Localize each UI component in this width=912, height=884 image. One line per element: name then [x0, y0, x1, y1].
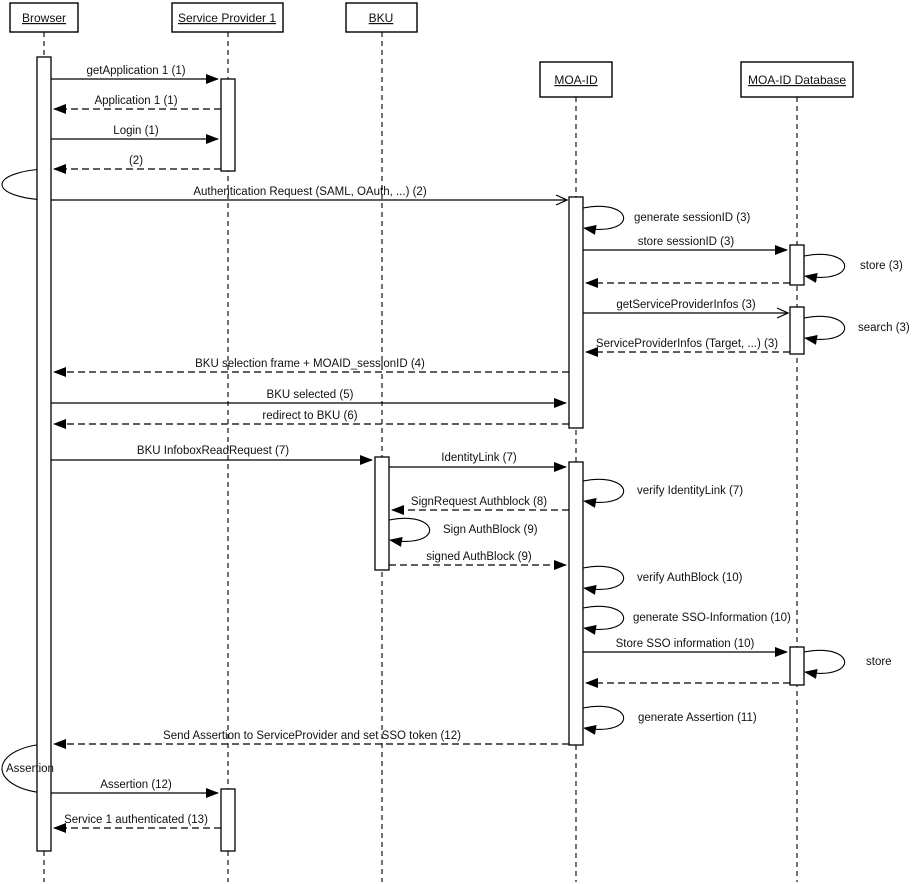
assertion-annotation: Assertion: [6, 763, 54, 775]
self-message-generate-sso-information: [583, 606, 791, 629]
message-label: search (3): [858, 322, 910, 334]
message-label: BKU InfoboxReadRequest (7): [136, 445, 290, 457]
self-message-store: [804, 650, 892, 673]
message-label: redirect to BKU (6): [262, 410, 358, 422]
message-login: [51, 125, 218, 139]
message-store-sessionid: [583, 236, 787, 250]
message-label: signed AuthBlock (9): [426, 551, 532, 563]
message-label: Login (1): [113, 125, 159, 137]
message-label: generate Assertion (11): [638, 712, 757, 724]
message-label: getServiceProviderInfos (3): [616, 299, 756, 311]
message-assertion: [51, 779, 218, 793]
activation-db-second: [790, 307, 804, 354]
activation-sp1-first: [221, 79, 235, 171]
message-bku-selected: [51, 389, 566, 403]
activation-moa-id-first: [569, 197, 583, 428]
activation-bku: [375, 457, 389, 570]
message-get-application: [51, 65, 218, 79]
self-message-generate-sessionid: [583, 206, 751, 229]
message-send-assertion: [54, 730, 569, 744]
actor-browser: [10, 3, 78, 32]
message-signed-authblock: [389, 551, 566, 565]
message-label: BKU selection frame + MOAID_sessionID (4): [195, 358, 425, 370]
message-label: (2): [128, 155, 144, 167]
message-label: generate sessionID (3): [634, 212, 751, 224]
message-label: Store SSO information (10): [615, 638, 755, 650]
activation-db-first: [790, 245, 804, 285]
message-2-return: [54, 155, 221, 169]
message-label: store sessionID (3): [637, 236, 735, 248]
message-get-service-provider-infos: [583, 299, 788, 313]
message-service-provider-infos-return: [586, 338, 790, 352]
message-label: ServiceProviderInfos (Target, ...) (3): [595, 338, 779, 350]
message-bku-selection-frame: [54, 358, 569, 372]
message-bku-infobox-read-request: [51, 445, 372, 460]
message-service-1-authenticated: [54, 814, 221, 828]
actor-label-bku: BKU: [368, 11, 394, 25]
actor-service-provider-1: [172, 3, 283, 32]
message-label: Sign AuthBlock (9): [443, 524, 538, 536]
message-redirect-to-bku: [54, 410, 569, 424]
message-sign-request-authblock: [392, 496, 569, 510]
message-label: IdentityLink (7): [441, 452, 517, 464]
actor-moa-id-database: [741, 62, 853, 97]
message-store-sso-information: [583, 638, 787, 652]
message-identity-link: [389, 452, 566, 467]
actor-label-moa-id: MOA-ID: [554, 73, 598, 87]
activation-browser: [37, 57, 51, 851]
activation-db-third: [790, 647, 804, 685]
activation-moa-id-second: [569, 462, 583, 745]
self-message-search-3: [804, 316, 910, 339]
self-message-store-3: [804, 254, 903, 277]
self-message-verify-authblock: [583, 566, 743, 589]
message-label: generate SSO-Information (10): [633, 612, 791, 624]
message-label: Service 1 authenticated (13): [64, 814, 208, 826]
actor-label-browser: Browser: [21, 11, 67, 25]
message-label: store: [866, 656, 892, 668]
self-message-sign-authblock: [389, 518, 538, 541]
self-message-verify-identity-link: [583, 479, 743, 502]
message-application-return: [54, 95, 221, 109]
message-label: BKU selected (5): [266, 389, 354, 401]
message-label: Assertion (12): [100, 779, 172, 791]
message-label: store (3): [860, 260, 903, 272]
activation-sp1-second: [221, 789, 235, 851]
actor-bku: [346, 3, 417, 32]
message-authentication-request: [51, 186, 567, 200]
message-label: getApplication 1 (1): [86, 65, 186, 77]
actor-moa-id: [540, 62, 612, 97]
message-label: verify AuthBlock (10): [637, 572, 743, 584]
actor-label-moa-id-database: MOA-ID Database: [747, 73, 847, 87]
actor-label-service-provider-1: Service Provider 1: [177, 11, 277, 25]
message-label: Send Assertion to ServiceProvider and set SSO token (12): [163, 730, 461, 742]
message-label: Application 1 (1): [94, 95, 178, 107]
message-label: SignRequest Authblock (8): [410, 496, 548, 508]
message-label: verify IdentityLink (7): [637, 485, 744, 497]
message-label: Authentication Request (SAML, OAuth, ...) (2): [193, 186, 427, 198]
self-message-generate-assertion: [583, 706, 757, 729]
